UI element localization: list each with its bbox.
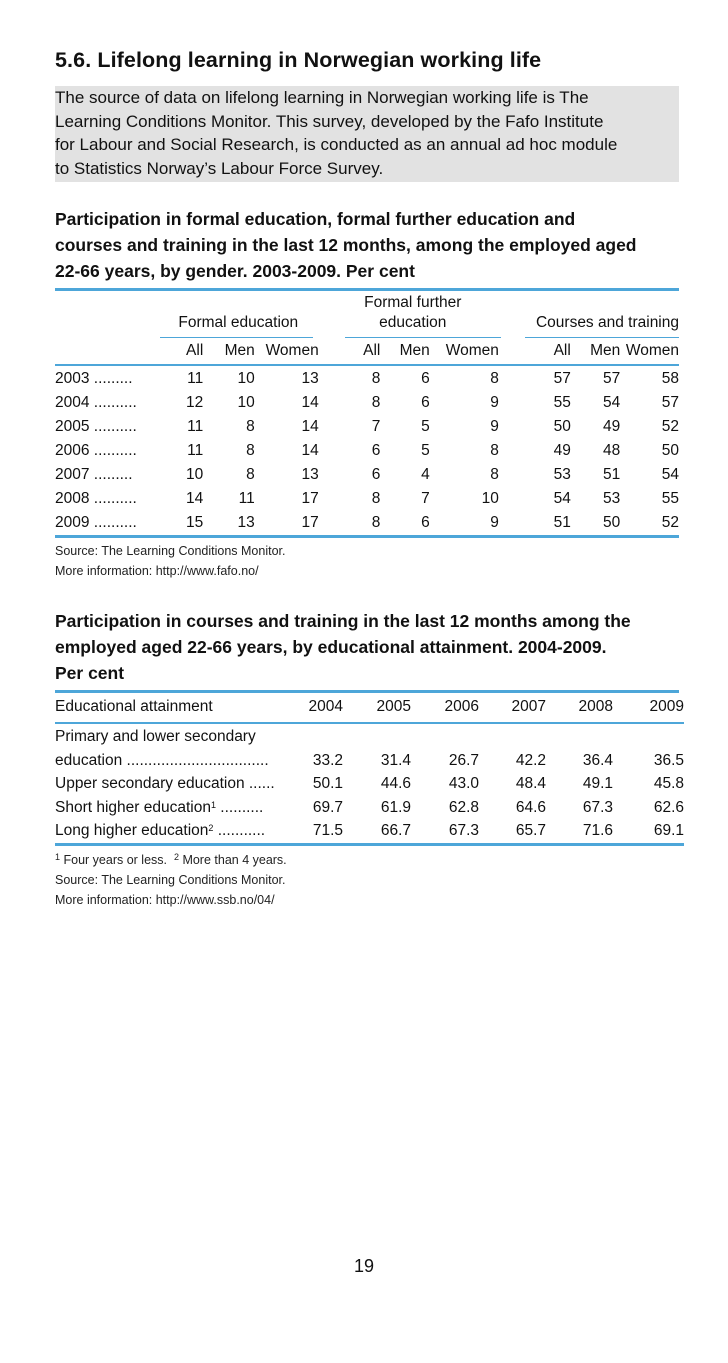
cell: 11 (187, 418, 204, 435)
subheader-all: All (363, 342, 381, 359)
table-row (55, 439, 679, 463)
cell: 55 (553, 394, 571, 411)
row-label (55, 772, 295, 796)
cell: 45.8 (653, 775, 684, 792)
cell: 8 (246, 442, 255, 459)
row-label: 2009 .......... (55, 514, 137, 531)
cell: 8 (371, 514, 381, 531)
cell: 33.2 (312, 751, 343, 769)
table-row (55, 511, 679, 535)
cell: 54 (603, 394, 621, 411)
cell: 49 (603, 418, 621, 435)
row-label: 2004 .......... (55, 394, 137, 411)
cell: 6 (421, 394, 430, 411)
cell: 14 (301, 442, 319, 459)
table1-group-header-row (55, 291, 679, 333)
cell: 10 (186, 466, 204, 483)
cell: 8 (371, 370, 381, 387)
cell: 51 (553, 514, 571, 531)
cell: 55 (661, 490, 679, 507)
table1-title (55, 206, 679, 284)
cell: 11 (187, 442, 204, 459)
cell: 64.6 (515, 798, 546, 816)
intro-line: The source of data on lifelong learning in Norwegian working life is The (55, 88, 589, 107)
cell: 6 (421, 514, 430, 531)
footnote2-marker: 2 (173, 851, 179, 862)
subheader-women: Women (625, 342, 679, 359)
cell: 43.0 (448, 775, 479, 792)
cell: 7 (371, 418, 381, 435)
cell: 11 (238, 490, 255, 507)
cell: 13 (301, 466, 319, 483)
table-row (55, 463, 679, 487)
table2-footnotes (55, 850, 679, 870)
cell: 57 (603, 370, 621, 387)
cell: 26.7 (448, 751, 479, 769)
table2-bottom-rule (55, 843, 684, 846)
intro-box (55, 86, 679, 182)
table2-section (55, 608, 684, 910)
header-year: 2005 (376, 698, 411, 715)
header-formal-further-education (323, 291, 503, 333)
cell: 14 (186, 490, 204, 507)
header-educational-attainment: Educational attainment (55, 698, 213, 715)
cell: 54 (661, 466, 679, 483)
cell: 17 (301, 490, 319, 507)
table-row (55, 415, 679, 439)
row-label (55, 749, 295, 773)
footnote1-marker: 1 (55, 851, 61, 862)
cell: 57 (661, 394, 679, 411)
intro-line: Learning Conditions Monitor. This survey, developed by the Fafo Institute (55, 111, 604, 131)
subheader-all: All (186, 342, 204, 359)
cell: 50 (603, 514, 621, 531)
table2-title-line: employed aged 22-66 years, by educational attainment. 2004-2009. (55, 637, 607, 657)
cell: 49 (553, 442, 571, 459)
cell: 65.7 (515, 822, 546, 839)
table1-title-line: 22-66 years, by gender. 2003-2009. Per cent (55, 261, 415, 281)
row-label-text: Long higher education (55, 822, 209, 839)
cell: 10 (237, 370, 255, 387)
cell: 6 (371, 442, 381, 459)
cell: 9 (490, 514, 499, 531)
footnote-marker: 2 (208, 823, 214, 833)
table1-bottom-rule (55, 535, 679, 538)
cell: 10 (237, 394, 255, 411)
table1-subheader-row (55, 341, 679, 361)
footnote2-text: More than 4 years. (178, 852, 287, 867)
cell: 8 (490, 442, 499, 459)
subheader-men: Men (590, 342, 621, 359)
table1-body (55, 361, 679, 535)
row-label-text: education ................................. (55, 751, 269, 769)
header-year: 2008 (578, 698, 613, 715)
cell: 53 (603, 490, 621, 507)
cell: 9 (490, 418, 499, 435)
cell: 14 (301, 394, 319, 411)
table1-group-rule-row (55, 333, 679, 341)
table1 (55, 291, 679, 535)
cell: 71.6 (582, 822, 613, 839)
table-row (55, 796, 684, 820)
cell: 67.3 (582, 798, 613, 816)
row-label-text: Short higher education (55, 798, 211, 816)
cell: 53 (553, 466, 571, 483)
row-label (55, 796, 295, 820)
row-label: 2006 .......... (55, 442, 137, 459)
header-year: 2006 (444, 698, 479, 715)
row-label: 2005 .......... (55, 418, 137, 435)
row-label (55, 819, 295, 843)
cell: 14 (301, 418, 319, 435)
intro-line: to Statistics Norway’s Labour Force Survey. (55, 158, 384, 178)
cell: 54 (553, 490, 571, 507)
cell: 57 (553, 370, 571, 387)
header-year: 2009 (649, 698, 684, 715)
cell: 8 (246, 466, 255, 483)
cell: 48 (603, 442, 621, 459)
page-number: 19 (353, 1256, 375, 1276)
cell: 5 (421, 418, 430, 435)
table-row (55, 367, 679, 391)
table2-body (55, 720, 684, 843)
subheader-men: Men (399, 342, 430, 359)
cell: 11 (187, 370, 204, 387)
cell: 62.8 (448, 798, 479, 816)
footnote1-text: Four years or less. (60, 852, 174, 867)
table2-title-line: Participation in courses and training in the last 12 months among the (55, 611, 631, 631)
footnote-marker: 1 (210, 799, 216, 810)
table2-more-info: More information: http://www.ssb.no/04/ (55, 892, 275, 907)
cell: 5 (421, 442, 430, 459)
cell: 12 (186, 394, 204, 411)
cell: 42.2 (515, 751, 546, 769)
row-label-line1: Primary and lower secondary (55, 728, 256, 745)
header-formal-education: Formal education (178, 314, 299, 331)
header-courses-and-training: Courses and training (535, 314, 679, 331)
cell: 69.7 (312, 798, 343, 816)
cell: 51 (603, 466, 621, 483)
table1-title-line: Participation in formal education, formal further education and (55, 209, 576, 229)
cell: 69.1 (653, 822, 684, 839)
table2-title (55, 608, 679, 686)
cell: 7 (421, 490, 430, 507)
header-year: 2004 (308, 698, 343, 715)
subheader-men: Men (224, 342, 255, 359)
cell: 17 (301, 514, 319, 531)
cell: 36.5 (653, 751, 684, 769)
table-row (55, 749, 684, 773)
table2 (55, 693, 684, 843)
header-formal-further-line1: Formal further (364, 294, 462, 311)
cell: 49.1 (582, 775, 613, 792)
table-row (55, 819, 684, 843)
cell: 13 (237, 514, 255, 531)
cell: 52 (661, 514, 679, 531)
cell: 10 (481, 490, 499, 507)
cell: 4 (421, 466, 430, 483)
intro-line: for Labour and Social Research, is conducted as an annual ad hoc module (55, 135, 618, 154)
table-row (55, 725, 684, 749)
table-row (55, 772, 684, 796)
cell: 50 (661, 442, 679, 459)
table-row (55, 391, 679, 415)
cell: 52 (661, 418, 679, 435)
subheader-women: Women (265, 342, 319, 359)
row-label: 2003 ......... (55, 370, 133, 387)
cell: 66.7 (380, 822, 411, 839)
cell: 50.1 (312, 775, 343, 792)
row-label: 2008 .......... (55, 490, 137, 507)
cell: 62.6 (653, 798, 684, 816)
cell: 8 (371, 490, 381, 507)
row-label-dots: ........... (213, 822, 266, 839)
row-label-text: Upper secondary education ...... (55, 775, 275, 792)
cell: 44.6 (380, 775, 411, 792)
table1-source: Source: The Learning Conditions Monitor. (55, 544, 286, 558)
cell: 61.9 (380, 798, 411, 816)
cell: 50 (553, 418, 571, 435)
cell: 36.4 (582, 751, 613, 769)
cell: 8 (246, 418, 255, 435)
page-content (55, 46, 684, 910)
cell: 71.5 (312, 822, 343, 839)
cell: 8 (490, 370, 499, 387)
subheader-all: All (553, 342, 571, 359)
cell: 6 (421, 370, 430, 387)
table2-source: Source: The Learning Conditions Monitor. (55, 872, 286, 887)
cell: 8 (371, 394, 381, 411)
header-year: 2007 (511, 698, 546, 715)
table1-section (55, 206, 679, 581)
cell: 8 (490, 466, 499, 483)
row-label-dots: .......... (215, 798, 264, 816)
table1-title-line: courses and training in the last 12 months, among the employed aged (55, 235, 637, 255)
row-label: 2007 ......... (55, 466, 133, 483)
header-formal-further-line2: education (379, 314, 447, 331)
cell: 6 (371, 466, 381, 483)
cell: 15 (186, 514, 204, 531)
cell: 9 (490, 394, 499, 411)
subheader-women: Women (445, 342, 499, 359)
cell: 58 (661, 370, 679, 387)
cell: 48.4 (515, 775, 546, 792)
section-title: 5.6. Lifelong learning in Norwegian working life (55, 48, 542, 72)
cell: 67.3 (448, 822, 479, 839)
table1-more-info: More information: http://www.fafo.no/ (55, 564, 259, 578)
cell: 13 (301, 370, 319, 387)
table2-title-line: Per cent (55, 663, 125, 683)
table-row (55, 487, 679, 511)
cell: 31.4 (380, 751, 411, 769)
table2-header-row (55, 693, 684, 720)
